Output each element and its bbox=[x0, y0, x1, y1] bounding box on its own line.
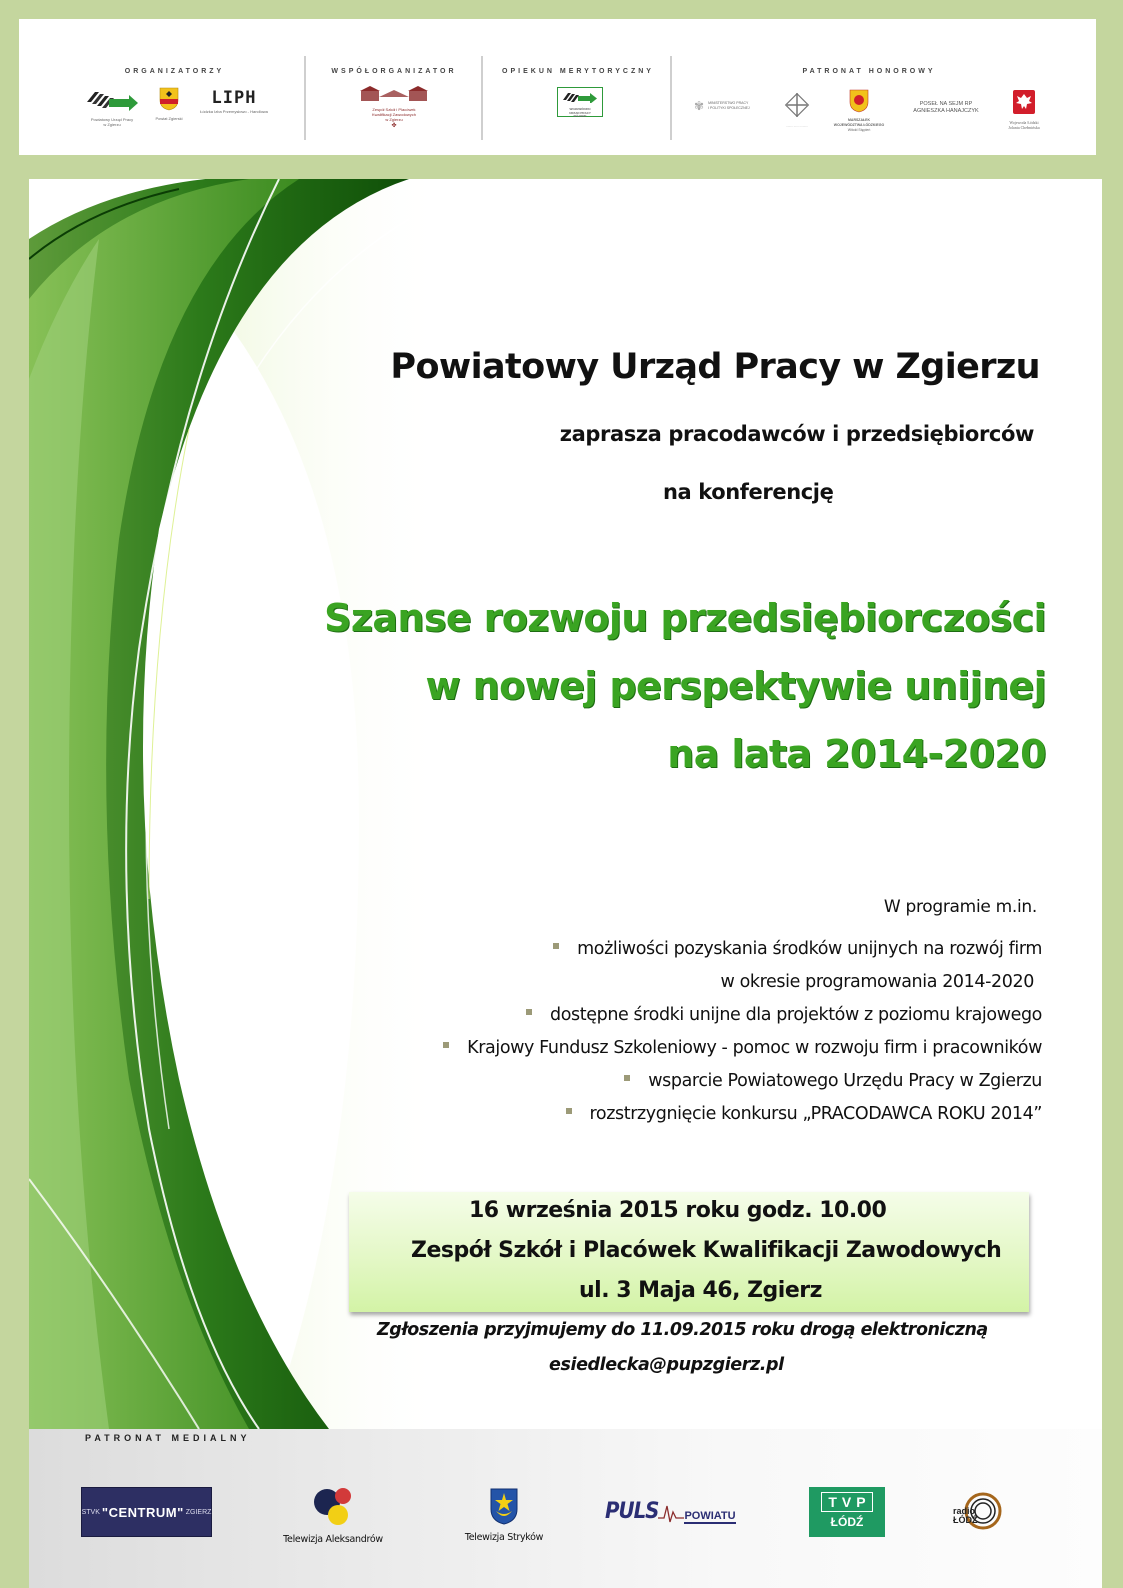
marshal-office-logo: ........ ...... .......... bbox=[772, 91, 822, 129]
puls-powiatu-logo: PULS POWIATU bbox=[605, 1499, 736, 1524]
organizer-heading: Powiatowy Urząd Pracy w Zgierzu bbox=[390, 347, 1040, 387]
lodzkie-coat-of-arms-icon bbox=[849, 89, 869, 113]
registration-note: Zgłoszenia przyjmujemy do 11.09.2015 roku drogą elektroniczną bbox=[377, 1320, 988, 1340]
co-organizer-title: WSPÓŁORGANIZATOR bbox=[331, 68, 457, 75]
pup-zgierz-logo: Powiatowy Urząd Pracy w Zgierzu bbox=[77, 86, 147, 127]
coat-of-arms-icon bbox=[159, 87, 179, 111]
polish-eagle-icon bbox=[1012, 89, 1036, 115]
conference-title-line-3: na lata 2014-2020 bbox=[667, 732, 1046, 776]
program-item: dostępne środki unijne dla projektów z poziomu krajowego bbox=[526, 1005, 1042, 1025]
divider bbox=[481, 56, 483, 140]
voivode-logo: Wojewoda Łódzki Jolanta Chełmińska bbox=[996, 89, 1052, 130]
mp-logo: POSEŁ NA SEJM RP AGNIESZKA HANAJCZYK bbox=[913, 101, 979, 114]
school-building-icon bbox=[359, 86, 429, 102]
square-bullet-icon bbox=[624, 1075, 630, 1081]
radio-lodz-logo: radio ŁÓDŹ bbox=[953, 1491, 1003, 1535]
substantive-supervisor-group bbox=[485, 19, 671, 155]
telewizja-strykow-logo: Telewizja Stryków bbox=[449, 1487, 559, 1543]
divider bbox=[670, 56, 672, 140]
voivodeship-marshal-logo: MARSZAŁEK WOJEWÓDZTWA ŁÓDZKIEGO Witold Stępień bbox=[824, 89, 894, 133]
invitation-to-conference: na konferencję bbox=[663, 480, 834, 504]
stvk-centrum-logo: STVK "CENTRUM" ZGIERZ bbox=[81, 1487, 212, 1537]
registration-email-link[interactable]: esiedlecka@pupzgierz.pl bbox=[549, 1355, 784, 1375]
conference-title-line-2: w nowej perspektywie unijnej bbox=[425, 664, 1046, 708]
tv-aleksandrow-circles-icon bbox=[311, 1485, 355, 1527]
substantive-supervisor-title: OPIEKUN MERYTORYCZNY bbox=[502, 68, 654, 75]
school-logo: Zespół Szkół i Placówek Kwalifikacji Zawodowych w Zgierzu ✤ bbox=[349, 86, 439, 129]
ornament-icon: ✤ bbox=[391, 123, 397, 129]
program-item: możliwości pozyskania środków unijnych na rozwój firm bbox=[553, 939, 1042, 959]
square-bullet-icon bbox=[553, 943, 559, 949]
organizers-group bbox=[67, 19, 282, 155]
wup-logo-icon bbox=[562, 91, 598, 103]
event-details-box bbox=[349, 1192, 1029, 1312]
co-organizer-group bbox=[309, 19, 479, 155]
media-patrons-title: PATRONAT MEDIALNY bbox=[85, 1433, 251, 1443]
square-bullet-icon bbox=[526, 1009, 532, 1015]
event-datetime: 16 września 2015 roku godz. 10.00 bbox=[469, 1198, 887, 1223]
powiat-zgierski-logo: Powiat Zgierski bbox=[152, 87, 186, 121]
conference-title-line-1: Szanse rozwoju przedsiębiorczości bbox=[324, 596, 1046, 640]
cross-emblem-icon bbox=[784, 91, 810, 119]
program-item: Krajowy Fundusz Szkoleniowy - pomoc w rozwoju firm i pracowników bbox=[443, 1038, 1042, 1058]
organizers-title: ORGANIZATORZY bbox=[124, 68, 225, 75]
pup-logo-icon bbox=[85, 86, 139, 112]
conference-title bbox=[286, 584, 1046, 788]
pulse-line-icon bbox=[658, 1502, 684, 1524]
program-item: wsparcie Powiatowego Urzędu Pracy w Zgierzu bbox=[624, 1071, 1042, 1091]
divider bbox=[304, 56, 306, 140]
conference-poster bbox=[29, 179, 1102, 1429]
sponsor-banner bbox=[19, 19, 1096, 155]
program-item: rozstrzygnięcie konkursu „PRACODAWCA ROKU 2014” bbox=[566, 1104, 1042, 1124]
eagle-emblem-icon: ✾ bbox=[694, 99, 705, 113]
wup-lodz-logo: WOJEWÓDZKI URZĄD PRACY W ŁODZI bbox=[557, 87, 603, 117]
liph-logo: LIPH Łódzka Izba Przemysłowo - Handlowa bbox=[200, 88, 268, 114]
square-bullet-icon bbox=[566, 1108, 572, 1114]
strykow-coat-of-arms-icon bbox=[489, 1487, 519, 1525]
invitation-line: zaprasza pracodawców i przedsiębiorców bbox=[559, 422, 1034, 446]
honorary-patronage-group bbox=[674, 19, 1074, 155]
tvp-lodz-logo: TVP ŁÓDŹ bbox=[809, 1487, 885, 1537]
telewizja-aleksandrow-logo: Telewizja Aleksandrów bbox=[273, 1485, 393, 1545]
honorary-patronage-title: PATRONAT HONOROWY bbox=[802, 68, 936, 75]
event-venue: Zespół Szkół i Placówek Kwalifikacji Zawodowych bbox=[411, 1238, 1002, 1263]
program-item-continuation: w okresie programowania 2014-2020 bbox=[720, 972, 1034, 992]
ministry-logo: ✾ MINISTERSTWO PRACY I POLITYKI SPOŁECZNEJ bbox=[694, 99, 750, 113]
program-heading: W programie m.in. bbox=[883, 897, 1037, 917]
event-address: ul. 3 Maja 46, Zgierz bbox=[579, 1278, 822, 1303]
square-bullet-icon bbox=[443, 1042, 449, 1048]
media-patrons-bar bbox=[29, 1429, 1102, 1588]
